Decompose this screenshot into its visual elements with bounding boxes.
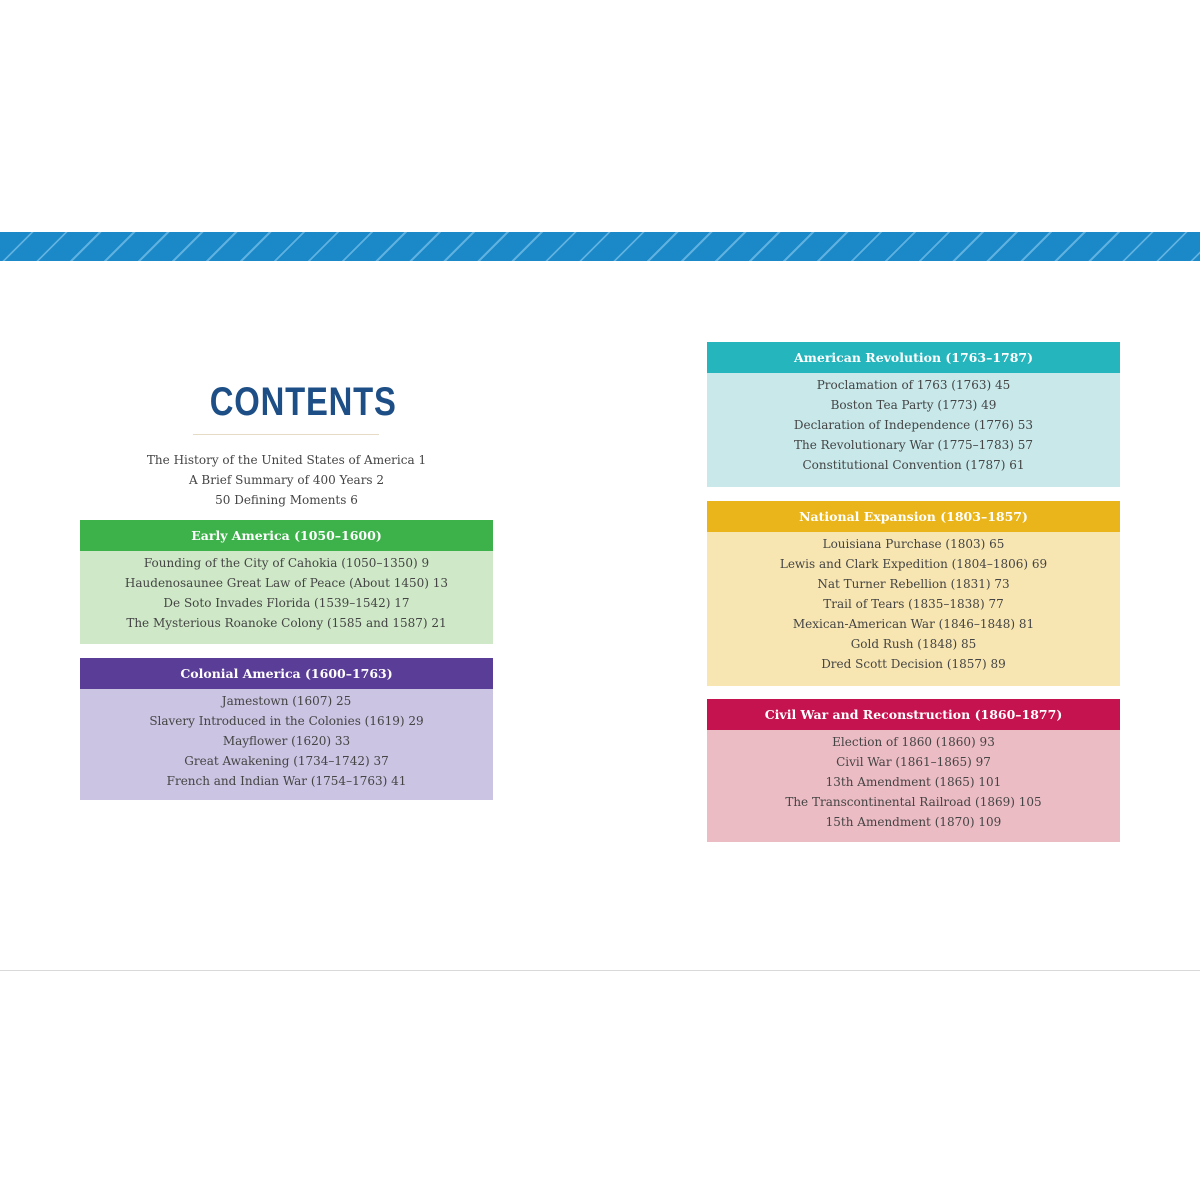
list-item: Jamestown (1607) 25 bbox=[221, 694, 352, 708]
section-colonial-america bbox=[80, 658, 493, 800]
intro-item: A Brief Summary of 400 Years 2 bbox=[188, 473, 385, 487]
list-item: French and Indian War (1754–1763) 41 bbox=[166, 774, 407, 788]
section-items bbox=[80, 689, 493, 800]
heading-divider bbox=[193, 434, 379, 435]
section-items bbox=[707, 532, 1120, 686]
list-item: Mayflower (1620) 33 bbox=[222, 734, 351, 748]
list-item: Founding of the City of Cahokia (1050–1350) 9 bbox=[143, 556, 430, 570]
list-item: Proclamation of 1763 (1763) 45 bbox=[816, 378, 1011, 392]
book-spread bbox=[0, 232, 1200, 971]
list-item: Great Awakening (1734–1742) 37 bbox=[184, 754, 389, 768]
list-item: The Mysterious Roanoke Colony (1585 and 1587) 21 bbox=[126, 616, 447, 630]
list-item: The Revolutionary War (1775–1783) 57 bbox=[794, 438, 1033, 452]
intro-list bbox=[80, 450, 493, 510]
list-item: Declaration of Independence (1776) 53 bbox=[793, 418, 1034, 432]
list-item: Haudenosaunee Great Law of Peace (About 1450) 13 bbox=[124, 576, 449, 590]
list-item: Mexican-American War (1846–1848) 81 bbox=[792, 617, 1035, 631]
list-item: 13th Amendment (1865) 101 bbox=[825, 775, 1002, 789]
section-civil-war-reconstruction bbox=[707, 699, 1120, 842]
list-item: Nat Turner Rebellion (1831) 73 bbox=[817, 577, 1010, 591]
section-items bbox=[80, 551, 493, 644]
list-item: Boston Tea Party (1773) 49 bbox=[830, 398, 997, 412]
page-title: CONTENTS bbox=[209, 380, 397, 424]
list-item: Slavery Introduced in the Colonies (1619) 29 bbox=[149, 714, 424, 728]
list-item: Dred Scott Decision (1857) 89 bbox=[821, 657, 1006, 671]
list-item: Trail of Tears (1835–1838) 77 bbox=[823, 597, 1004, 611]
decorative-stripe-band bbox=[0, 232, 1200, 261]
list-item: Gold Rush (1848) 85 bbox=[850, 637, 977, 651]
section-national-expansion bbox=[707, 501, 1120, 686]
list-item: The Transcontinental Railroad (1869) 105 bbox=[785, 795, 1042, 809]
list-item: Louisiana Purchase (1803) 65 bbox=[822, 537, 1005, 551]
list-item: Election of 1860 (1860) 93 bbox=[832, 735, 995, 749]
list-item: De Soto Invades Florida (1539–1542) 17 bbox=[163, 596, 410, 610]
section-title: Early America (1050–1600) bbox=[80, 520, 493, 551]
list-item: 15th Amendment (1870) 109 bbox=[825, 815, 1002, 829]
list-item: Civil War (1861–1865) 97 bbox=[836, 755, 991, 769]
section-items bbox=[707, 373, 1120, 487]
section-title: American Revolution (1763–1787) bbox=[707, 342, 1120, 373]
list-item: Lewis and Clark Expedition (1804–1806) 69 bbox=[779, 557, 1048, 571]
section-title: Colonial America (1600–1763) bbox=[80, 658, 493, 689]
section-title: National Expansion (1803–1857) bbox=[707, 501, 1120, 532]
section-american-revolution bbox=[707, 342, 1120, 487]
list-item: Constitutional Convention (1787) 61 bbox=[802, 458, 1025, 472]
section-title: Civil War and Reconstruction (1860–1877) bbox=[707, 699, 1120, 730]
intro-item: The History of the United States of America 1 bbox=[146, 453, 427, 467]
section-items bbox=[707, 730, 1120, 842]
section-early-america bbox=[80, 520, 493, 644]
intro-item: 50 Defining Moments 6 bbox=[215, 493, 358, 507]
